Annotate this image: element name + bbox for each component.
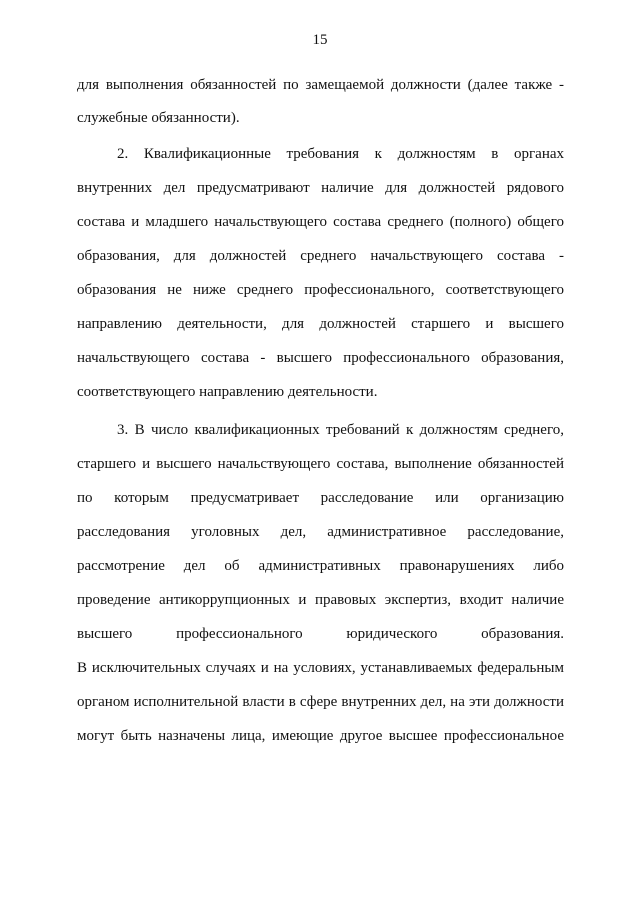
text-line: начальствующего состава - высшего профессионального образования, <box>77 350 564 366</box>
text-line: органом исполнительной власти в сфере внутренних дел, на эти должности <box>77 694 564 710</box>
text-line: старшего и высшего начальствующего состава, выполнение обязанностей <box>77 456 564 472</box>
text-line: по которым предусматривает расследование или организацию <box>77 490 564 506</box>
text-line: 3. В число квалификационных требований к должностям среднего, <box>117 422 564 438</box>
text-line: высшего профессионального юридического образования. <box>77 626 564 642</box>
text-line: для выполнения обязанностей по замещаемой должности (далее также - <box>77 77 564 93</box>
text-line: 2. Квалификационные требования к должностям в органах <box>117 146 564 162</box>
text-line: могут быть назначены лица, имеющие другое высшее профессиональное <box>77 728 564 744</box>
text-line: соответствующего направлению деятельности. <box>77 384 378 400</box>
text-line: направлению деятельности, для должностей старшего и высшего <box>77 316 564 332</box>
text-line: расследования уголовных дел, административное расследование, <box>77 524 564 540</box>
text-line: образования, для должностей среднего начальствующего состава - <box>77 248 564 264</box>
text-line: служебные обязанности). <box>77 110 240 126</box>
text-line: образования не ниже среднего профессионального, соответствующего <box>77 282 564 298</box>
page-number: 15 <box>312 32 328 48</box>
text-line: рассмотрение дел об административных правонарушениях либо <box>77 558 564 574</box>
text-line: В исключительных случаях и на условиях, устанавливаемых федеральным <box>77 660 564 676</box>
text-line: проведение антикоррупционных и правовых экспертиз, входит наличие <box>77 592 564 608</box>
text-line: внутренних дел предусматривают наличие для должностей рядового <box>77 180 564 196</box>
text-line: состава и младшего начальствующего состава среднего (полного) общего <box>77 214 564 230</box>
